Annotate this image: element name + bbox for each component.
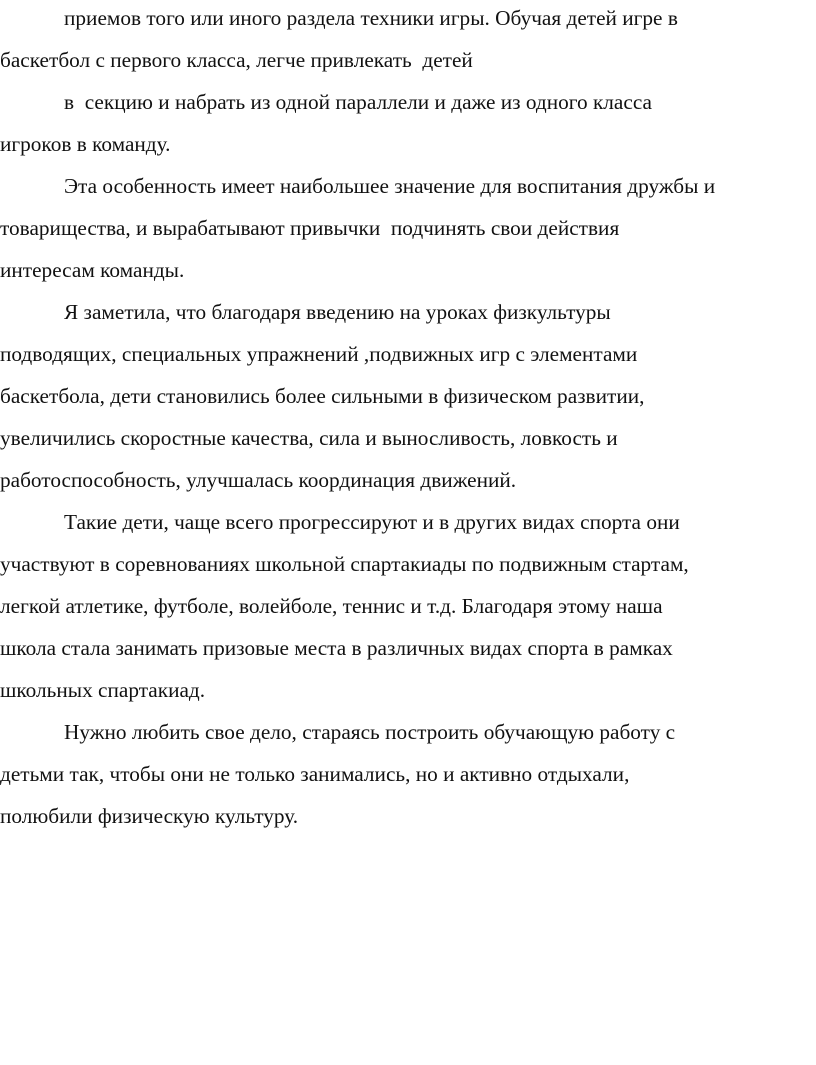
text-line: полюбили физическую культуру. <box>0 804 299 828</box>
text-line: Такие дети, чаще всего прогрессируют и в других видах спорта они <box>64 510 680 534</box>
text-line: школа стала занимать призовые места в различных видах спорта в рамках <box>0 636 673 660</box>
text-line: детьми так, чтобы они не только занимались, но и активно отдыхали, <box>0 762 630 786</box>
text-line: товарищества, и вырабатывают привычки подчинять свои действия <box>0 216 620 240</box>
text-line: подводящих, специальных упражнений ,подвижных игр с элементами <box>0 342 638 366</box>
text-line: в секцию и набрать из одной параллели и даже из одного класса <box>64 90 653 114</box>
text-line: баскетбол с первого класса, легче привлекать детей <box>0 48 473 72</box>
text-line: участвуют в соревнованиях школьной спартакиады по подвижным стартам, <box>0 552 689 576</box>
text-line: увеличились скоростные качества, сила и выносливость, ловкость и <box>0 426 618 450</box>
text-line: легкой атлетике, футболе, волейболе, теннис и т.д. Благодаря этому наша <box>0 594 663 618</box>
text-line: Эта особенность имеет наибольшее значение для воспитания дружбы и <box>64 174 716 198</box>
text-line: приемов того или иного раздела техники игры. Обучая детей игре в <box>64 6 678 30</box>
text-line: баскетбола, дети становились более сильными в физическом развитии, <box>0 384 645 408</box>
text-line: школьных спартакиад. <box>0 678 206 702</box>
text-line: работоспособность, улучшалась координация движений. <box>0 468 517 492</box>
text-line: интересам команды. <box>0 258 185 282</box>
text-line: Нужно любить свое дело, стараясь построить обучающую работу с <box>64 720 676 744</box>
text-line: Я заметила, что благодаря введению на уроках физкультуры <box>64 300 611 324</box>
text-line: игроков в команду. <box>0 132 171 156</box>
